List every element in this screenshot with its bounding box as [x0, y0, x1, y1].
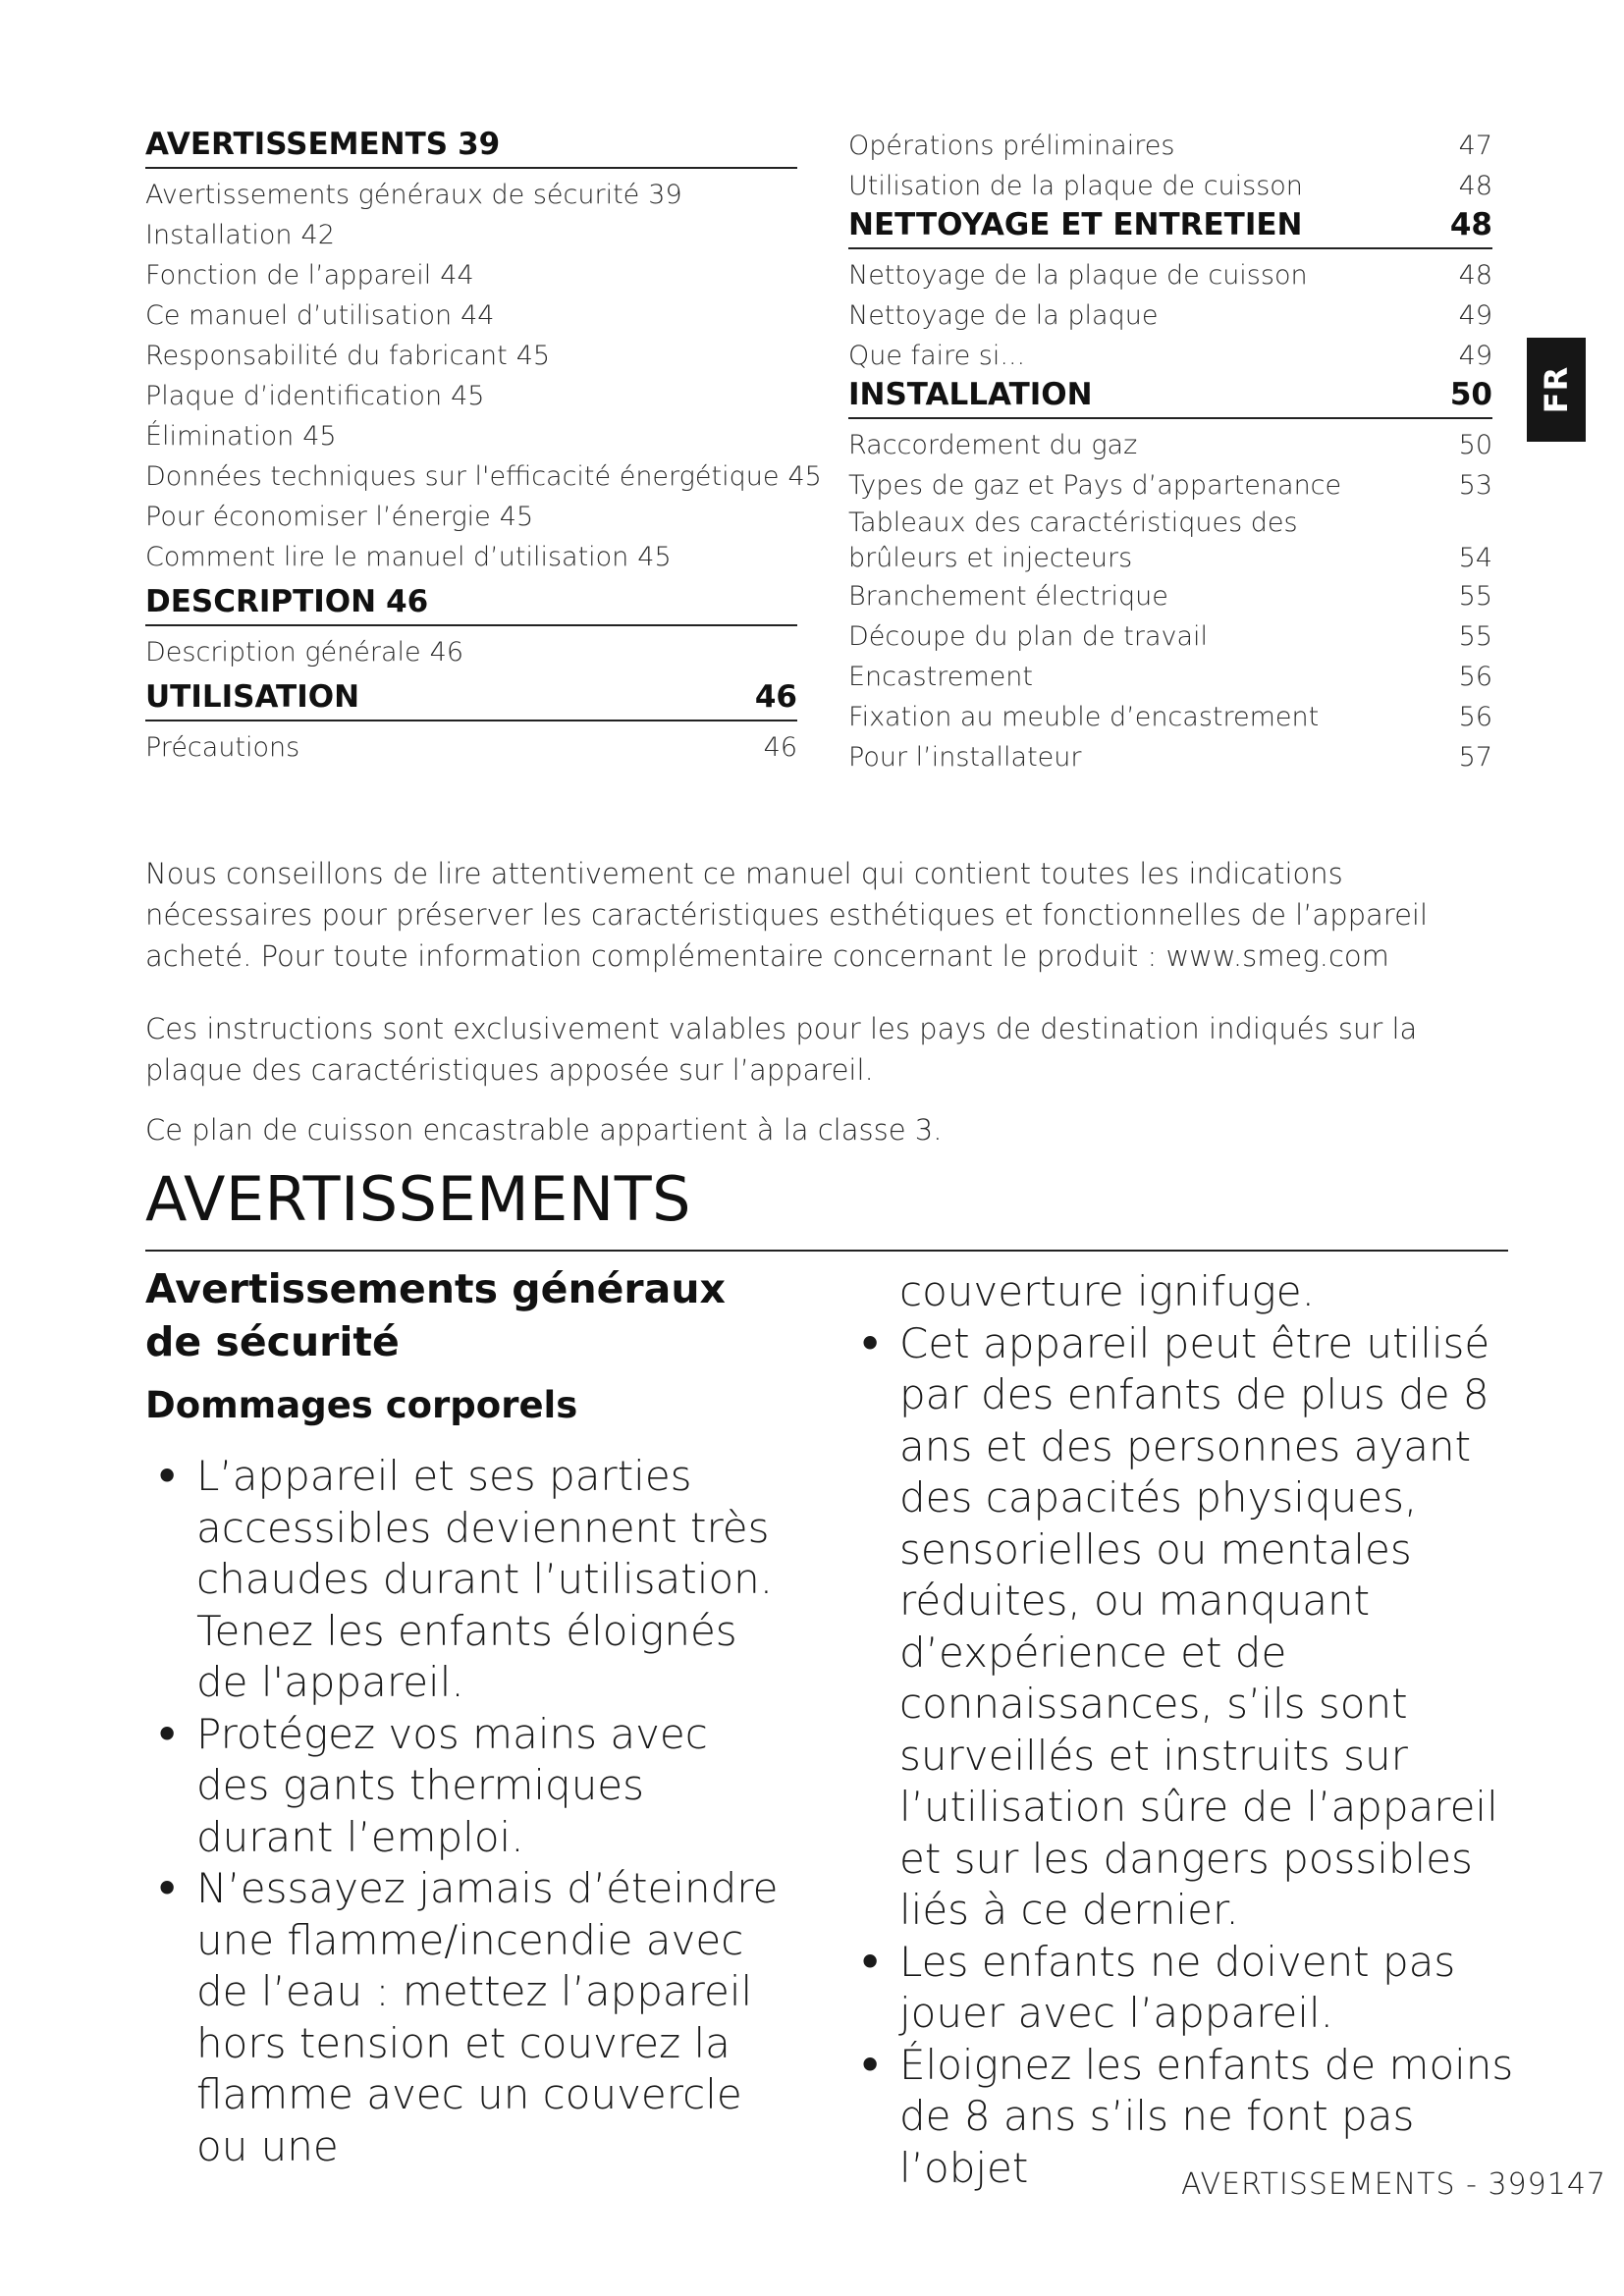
toc-entry-label: Raccordement du gaz [848, 430, 1138, 460]
toc-entry-page: 45 [637, 542, 672, 572]
toc-heading-page: 46 [754, 679, 797, 715]
toc-entry-label: Responsabilité du fabricant [145, 341, 508, 371]
toc-entry-page: 57 [1458, 742, 1492, 773]
list-item-text: L’appareil et ses parties accessibles deviennent très chaudes durant l’utilisation. Tenez les enfants éloignés de l'appareil. [196, 1452, 774, 1706]
toc-entry-page: 45 [302, 421, 337, 452]
toc-entry[interactable] [145, 537, 797, 577]
toc-entry-page: 46 [763, 732, 797, 763]
toc-left-column [145, 126, 822, 768]
list-item-text: Les enfants ne doivent pas jouer avec l’appareil. [899, 1937, 1456, 2037]
toc-entry-label: Avertissements généraux de sécurité [145, 180, 640, 210]
toc-entry-page: 47 [1458, 131, 1492, 161]
language-tab [1527, 338, 1586, 442]
list-item-text: N’essayez jamais d’éteindre une flamme/incendie avec de l’eau : mettez l’appareil hors tension et couvrez la flamme avec un couvercle ou une [196, 1864, 779, 2170]
toc-entry-page: 53 [1458, 470, 1492, 501]
toc-heading-nettoyage[interactable] [848, 206, 1492, 249]
toc-entry-page: 42 [300, 220, 335, 250]
toc-entry-page: 55 [1458, 621, 1492, 652]
toc-entry[interactable] [145, 727, 797, 768]
toc-entry[interactable] [848, 425, 1492, 465]
toc-entry[interactable] [848, 616, 1492, 657]
toc-entry-label: Utilisation de la plaque de cuisson [848, 171, 1303, 201]
body-right-column [848, 1266, 1516, 2194]
toc-entry-page: 50 [1458, 430, 1492, 460]
footer-code: 399147 [1488, 2167, 1606, 2202]
toc-heading-avertissements[interactable] [145, 126, 797, 169]
toc-entry-label: Branchement électrique [848, 581, 1168, 612]
toc-entry-page: 56 [1458, 702, 1492, 732]
bullet-icon: • [155, 1712, 180, 1756]
toc-entry-label: Découpe du plan de travail [848, 621, 1209, 652]
toc-entry-page: 48 [1458, 171, 1492, 201]
intro-paragraph: Ce plan de cuisson encastrable appartient à la classe 3. [145, 1113, 943, 1147]
bullet-icon: • [858, 1940, 883, 1984]
list-item [848, 1318, 1516, 1937]
section-heading: Avertissements généraux de sécurité [145, 1265, 726, 1365]
toc-entry-label: Tableaux des caractéristiques des brûleurs et injecteurs [848, 507, 1298, 573]
toc-entry-page: 49 [1458, 300, 1492, 331]
toc-entry-label: Que faire si... [848, 341, 1026, 371]
toc-entry[interactable] [145, 215, 797, 255]
list-item-text: Éloignez les enfants de moins de 8 ans s’ils ne font pas l’objet [899, 2040, 1514, 2192]
list-item [145, 1451, 793, 1709]
toc-heading-label: AVERTISSEMENTS [145, 127, 449, 162]
bullet-icon: • [858, 2043, 883, 2087]
toc-entry[interactable] [848, 295, 1492, 336]
toc-heading-label: INSTALLATION [848, 377, 1093, 412]
toc-entry-page: 49 [1458, 341, 1492, 371]
toc-entry-label: Description générale [145, 637, 421, 667]
toc-entry[interactable] [848, 126, 1492, 166]
toc-heading-page: 48 [1449, 207, 1492, 242]
toc-heading-page: 46 [386, 584, 429, 619]
bullet-icon: • [155, 1455, 180, 1498]
toc-entry-label: Comment lire le manuel d’utilisation [145, 542, 629, 572]
toc-entry-label: Précautions [145, 732, 300, 763]
page-title: AVERTISSEMENTS [145, 1163, 691, 1235]
toc-entry-page: 46 [429, 637, 464, 667]
toc-entry-label: Pour économiser l’énergie [145, 502, 491, 532]
toc-entry-label: Installation [145, 220, 293, 250]
toc-entry[interactable] [848, 737, 1492, 777]
list-item-text: Cet appareil peut être utilisé par des enfants de plus de 8 ans et des personnes ayant des capacités physiques, sensorielles ou mentales réduites, ou manquant d’expérience et de connaissances, s’ils sont surveillés et instruits sur l’utilisation sûre de l’appareil et sur les dangers possibles liés à ce dernier. [899, 1318, 1498, 1934]
toc-heading-installation[interactable] [848, 376, 1492, 419]
footer-section: AVERTISSEMENTS [1180, 2167, 1456, 2202]
toc-entry-page: 39 [648, 180, 682, 210]
toc-entry[interactable] [848, 576, 1492, 616]
list-item [848, 1937, 1516, 2040]
list-item-text: Protégez vos mains avec des gants thermiques durant l’emploi. [196, 1709, 708, 1861]
language-tab-label: FR [1538, 365, 1575, 414]
title-divider [145, 1250, 1508, 1252]
bullet-icon: • [155, 1867, 180, 1910]
toc-entry-page: 45 [515, 341, 551, 371]
bullet-list [848, 1318, 1516, 2195]
toc-entry-label: Ce manuel d’utilisation [145, 300, 453, 331]
toc-entry[interactable] [145, 295, 797, 336]
toc-heading-label: DESCRIPTION [145, 584, 377, 619]
toc-heading-utilisation[interactable] [145, 678, 797, 721]
toc-heading-label: NETTOYAGE ET ENTRETIEN [848, 207, 1303, 242]
toc-entry-label: Données techniques sur l'efficacité énergétique [145, 461, 780, 492]
toc-entry-label: Nettoyage de la plaque [848, 300, 1159, 331]
toc-entry[interactable] [145, 497, 797, 537]
page-footer [1181, 2167, 1606, 2202]
toc-entry[interactable] [145, 632, 797, 672]
list-item [145, 1709, 793, 1864]
toc-heading-page: 39 [458, 127, 501, 162]
toc-entry[interactable] [145, 456, 822, 497]
toc-entry-page: 44 [440, 260, 474, 291]
list-item [145, 1863, 793, 2172]
toc-entry[interactable] [848, 657, 1492, 697]
toc-entry-label: Élimination [145, 421, 295, 452]
toc-entry-label: Fixation au meuble d’encastrement [848, 702, 1320, 732]
list-item-continuation: couverture ignifuge. [899, 1267, 1315, 1315]
toc-heading-page: 50 [1449, 377, 1492, 412]
body-left-column [145, 1262, 793, 2172]
toc-entry-page: 55 [1458, 581, 1492, 612]
footer-separator: - [1466, 2167, 1478, 2202]
toc-right-column [848, 126, 1492, 777]
toc-entry-label: Encastrement [848, 662, 1033, 692]
toc-entry-page: 45 [499, 502, 534, 532]
toc-entry[interactable] [145, 175, 797, 215]
toc-entry-label: Plaque d’identification [145, 381, 443, 411]
toc-entry-page: 45 [787, 461, 822, 492]
toc-entry[interactable] [848, 506, 1492, 576]
toc-entry-label: Opérations préliminaires [848, 131, 1175, 161]
toc-entry[interactable] [145, 336, 797, 376]
toc-entry[interactable] [145, 255, 797, 295]
toc-entry-label: Types de gaz et Pays d’appartenance [848, 470, 1342, 501]
bullet-icon: • [858, 1321, 883, 1365]
toc-entry[interactable] [848, 255, 1492, 295]
toc-entry-page: 45 [451, 381, 485, 411]
toc-heading-label: UTILISATION [145, 679, 360, 715]
toc-entry[interactable] [848, 465, 1492, 506]
toc-entry[interactable] [848, 697, 1492, 737]
bullet-list [145, 1451, 793, 2172]
toc-entry-page: 48 [1458, 260, 1492, 291]
toc-entry-page: 54 [1458, 543, 1492, 573]
intro-paragraph: Ces instructions sont exclusivement valables pour les pays de destination indiqués sur la plaque des caractéristiques apposée sur l’appareil. [145, 1012, 1418, 1087]
toc-entry-page: 44 [460, 300, 495, 331]
toc-entry-label: Pour l’installateur [848, 742, 1082, 773]
toc-entry-label: Nettoyage de la plaque de cuisson [848, 260, 1308, 291]
toc-heading-description[interactable] [145, 583, 797, 626]
toc-entry-label: Fonction de l’appareil [145, 260, 432, 291]
intro-paragraph: Nous conseillons de lire attentivement ce manuel qui contient toutes les indications nécessaires pour préserver les caractéristiques esthétiques et fonctionnelles de l’appareil acheté. Pour toute information complémentaire concernant le produit : www.smeg.com [145, 857, 1429, 973]
toc-entry[interactable] [848, 336, 1492, 376]
toc-entry-page: 56 [1458, 662, 1492, 692]
toc-entry[interactable] [145, 376, 797, 416]
toc-entry[interactable] [145, 416, 797, 456]
toc-entry[interactable] [848, 166, 1492, 206]
sub-heading: Dommages corporels [145, 1384, 578, 1426]
